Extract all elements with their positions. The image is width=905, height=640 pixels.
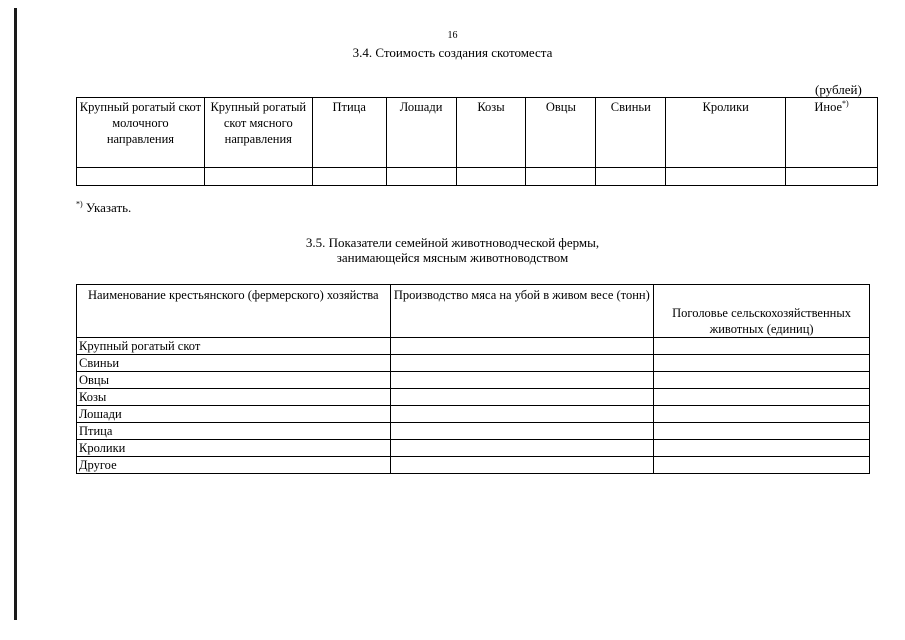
table-header-row	[77, 285, 870, 338]
table-row	[77, 423, 870, 440]
header-livestock-count: Поголовье сельскохозяйственных животных (единиц)	[654, 285, 870, 338]
header-meat-production: Производство мяса на убой в живом весе (тонн)	[390, 285, 654, 338]
table-header-row	[77, 98, 878, 168]
section-3-5-title-line2: занимающейся мясным животноводством	[336, 250, 569, 265]
table-row	[77, 389, 870, 406]
footnote-text: Указать.	[85, 200, 132, 215]
header-other	[786, 98, 878, 168]
table-row	[77, 168, 878, 186]
empty-cell	[654, 440, 870, 457]
empty-cell	[390, 338, 654, 355]
empty-cell	[456, 168, 526, 186]
units-label: (рублей)	[815, 82, 862, 97]
table-row	[77, 355, 870, 372]
empty-cell	[654, 457, 870, 474]
empty-cell	[390, 372, 654, 389]
page-number: 16	[447, 30, 458, 41]
row-label: Другое	[77, 457, 391, 474]
empty-cell	[786, 168, 878, 186]
footnote-marker: *)	[842, 98, 849, 108]
header-sheep: Овцы	[526, 98, 596, 168]
empty-cell	[654, 406, 870, 423]
empty-cell	[654, 355, 870, 372]
row-label: Овцы	[77, 372, 391, 389]
empty-cell	[390, 355, 654, 372]
footnote-marker: *)	[76, 199, 83, 209]
empty-cell	[390, 440, 654, 457]
section-3-5-title-line1: 3.5. Показатели семейной животноводческой фермы,	[305, 235, 600, 250]
empty-cell	[654, 338, 870, 355]
table-row	[77, 372, 870, 389]
header-farm-name: Наименование крестьянского (фермерского) хозяйства	[77, 285, 391, 338]
section-3-5-title	[0, 235, 905, 265]
header-rabbits: Кролики	[666, 98, 786, 168]
empty-cell	[390, 423, 654, 440]
row-label: Лошади	[77, 406, 391, 423]
empty-cell	[386, 168, 456, 186]
table-row	[77, 406, 870, 423]
family-farm-indicators-table	[76, 284, 870, 474]
empty-cell	[312, 168, 386, 186]
empty-cell	[654, 423, 870, 440]
row-label: Крупный рогатый скот	[77, 338, 391, 355]
header-horses: Лошади	[386, 98, 456, 168]
empty-cell	[654, 389, 870, 406]
empty-cell	[390, 457, 654, 474]
empty-cell	[390, 406, 654, 423]
row-label: Козы	[77, 389, 391, 406]
header-poultry: Птица	[312, 98, 386, 168]
header-other-label: Иное	[814, 100, 843, 114]
empty-cell	[596, 168, 666, 186]
empty-cell	[654, 372, 870, 389]
empty-cell	[390, 389, 654, 406]
footnote	[76, 200, 131, 216]
header-goats: Козы	[456, 98, 526, 168]
table-row	[77, 457, 870, 474]
section-3-4-title: 3.4. Стоимость создания скотоместа	[352, 45, 553, 60]
header-dairy-cattle: Крупный рогатый скот молочного направления	[77, 98, 205, 168]
header-beef-cattle: Крупный рогатый скот мясного направления	[204, 98, 312, 168]
left-margin-bar	[14, 8, 17, 620]
empty-cell	[526, 168, 596, 186]
livestock-place-cost-table	[76, 97, 878, 186]
row-label: Свиньи	[77, 355, 391, 372]
empty-cell	[204, 168, 312, 186]
row-label: Птица	[77, 423, 391, 440]
empty-cell	[666, 168, 786, 186]
row-label: Кролики	[77, 440, 391, 457]
table-row	[77, 338, 870, 355]
table-row	[77, 440, 870, 457]
header-pigs: Свиньи	[596, 98, 666, 168]
empty-cell	[77, 168, 205, 186]
